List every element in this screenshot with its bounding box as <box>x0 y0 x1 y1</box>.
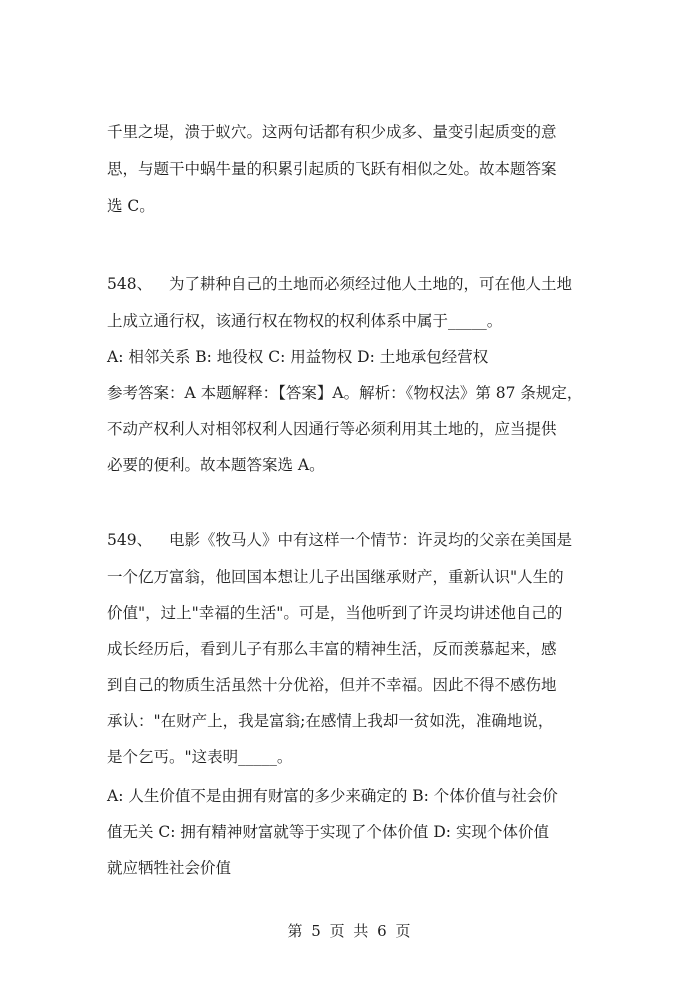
continuation-line: 选 C。 <box>107 197 155 215</box>
question-stem-line: 是个乞丐。"这表明_____。 <box>107 748 293 766</box>
option-line: A: 人生价值不是由拥有财富的多少来确定的 B: 个体价值与社会价 <box>107 787 558 805</box>
question-stem-line: 价值"，过上"幸福的生活"。可是，当他听到了许灵均讲述他自己的 <box>107 604 563 622</box>
option-line: 就应牺牲社会价值 <box>107 859 232 877</box>
answer-line: 参考答案：A 本题解释：【答案】A。解析：《物权法》第 87 条规定， <box>107 384 583 402</box>
question-stem: 为了耕种自己的土地而必须经过他人土地的，可在他人土地 <box>169 275 573 293</box>
question-number: 548、 <box>107 275 153 293</box>
continuation-line: 思，与题干中蜗牛量的积累引起质的飞跃有相似之处。故本题答案 <box>107 160 557 178</box>
question-options: A: 相邻关系 B: 地役权 C: 用益物权 D: 土地承包经营权 <box>107 348 489 366</box>
answer-line: 必要的便利。故本题答案选 A。 <box>107 456 325 474</box>
question-stem-line: 上成立通行权，该通行权在物权的权利体系中属于_____。 <box>107 312 503 330</box>
question-stem-line: 成长经历后，看到儿子有那么丰富的精神生活，反而羡慕起来，感 <box>107 640 557 658</box>
question-stem-line: 承认："在财产上，我是富翁;在感情上我却一贫如洗，准确地说， <box>107 712 554 730</box>
answer-line: 不动产权利人对相邻权利人因通行等必须利用其土地的，应当提供 <box>107 420 557 438</box>
question-549-first-line <box>107 529 572 551</box>
question-stem-line: 到自己的物质生活虽然十分优裕，但并不幸福。因此不得不感伤地 <box>107 676 557 694</box>
option-line: 值无关 C: 拥有精神财富就等于实现了个体价值 D: 实现个体价值 <box>107 823 549 841</box>
continuation-line: 千里之堤，溃于蚁穴。这两句话都有积少成多、量变引起质变的意 <box>107 123 557 141</box>
question-stem-line: 一个亿万富翁，他回国本想让儿子出国继承财产，重新认识"人生的 <box>107 568 564 586</box>
question-548-first-line <box>107 273 572 295</box>
page-footer: 第 5 页 共 6 页 <box>287 922 413 940</box>
question-number: 549、 <box>107 531 153 549</box>
question-stem: 电影《牧马人》中有这样一个情节：许灵均的父亲在美国是 <box>169 531 573 549</box>
